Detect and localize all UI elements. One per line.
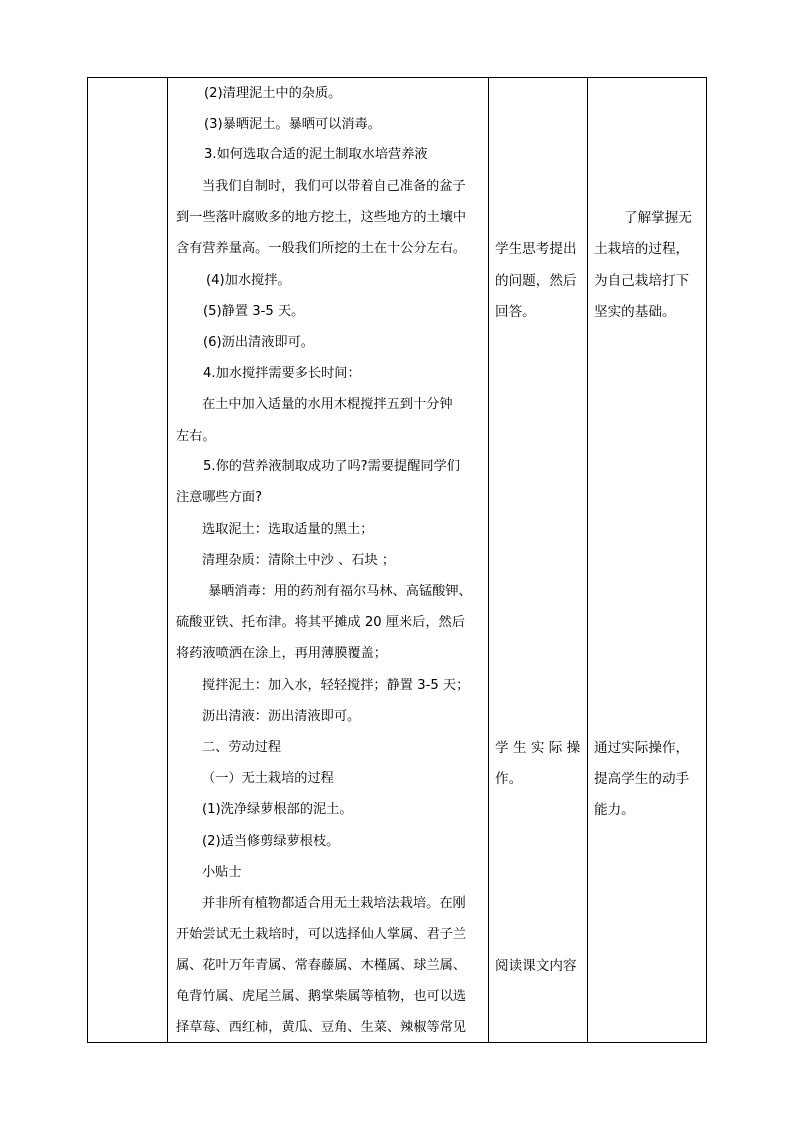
content-line: 并非所有植物都适合用无土栽培法栽培。在刚 <box>202 896 466 911</box>
intent-line: 能力。 <box>594 802 635 818</box>
content-line: 到一些落叶腐败多的地方挖土，这些地方的土壤中 <box>176 210 467 225</box>
empty-first-column <box>88 78 167 1042</box>
activity-line: 学生思考提出 <box>495 241 577 257</box>
content-line: (1)洗净绿萝根部的泥土。 <box>202 802 353 817</box>
intent-line: 通过实际操作， <box>594 740 690 756</box>
content-line: 开始尝试无土栽培时，可以选择仙人掌属、君子兰 <box>176 927 467 942</box>
content-line: 搅拌泥土：加入水，轻轻搅拌；静置 3-5 天； <box>202 678 470 693</box>
content-line: (6)沥出清液即可。 <box>203 335 314 350</box>
content-line: 将药液喷洒在涂上，再用薄膜覆盖； <box>176 646 387 661</box>
teaching-content-column <box>168 78 488 1042</box>
content-line: 在土中加入适量的水用木棍搅拌五到十分钟 <box>202 397 453 412</box>
content-line: 选取泥土：选取适量的黑土； <box>202 522 374 537</box>
section-heading: 二、劳动过程 <box>202 740 282 755</box>
activity-line: 作。 <box>495 771 523 787</box>
activity-line: 的问题，然后 <box>495 273 577 289</box>
content-line: 龟背竹属、虎尾兰属、鹅掌柴属等植物，也可以选 <box>176 989 467 1004</box>
activity-line: 学 生 实 际 操 <box>495 740 581 756</box>
content-line: 当我们自制时，我们可以带着自己准备的盆子 <box>202 179 466 194</box>
lesson-table <box>87 77 707 1043</box>
subsection-heading: （一）无土栽培的过程 <box>202 771 334 786</box>
content-line: 择草莓、西红柿，黄瓜、豆角、生菜、辣椒等常见 <box>176 1020 467 1035</box>
content-line: (5)静置 3-5 天。 <box>203 304 305 319</box>
tip-heading: 小贴士 <box>202 865 242 880</box>
content-line: 硫酸亚铁、托布津。将其平摊成 20 厘米后，然后 <box>176 615 465 630</box>
student-activity-column <box>489 78 587 1042</box>
content-line: (2)适当修剪绿萝根枝。 <box>202 834 340 849</box>
content-line: 属、花叶万年青属、常春藤属、木槿属、球兰属、 <box>176 958 467 973</box>
content-line: 3.如何选取合适的泥土制取水培营养液 <box>204 147 428 162</box>
content-line: 左右。 <box>176 429 216 444</box>
intent-line: 提高学生的动手 <box>594 771 690 787</box>
activity-line: 阅读课文内容 <box>495 958 577 974</box>
design-intent-column <box>588 78 706 1042</box>
content-line: (4)加水搅拌。 <box>206 273 291 288</box>
content-line: 暴晒消毒：用的药剂有福尔马林、高锰酸钾、 <box>208 584 472 599</box>
content-line: 5.你的营养液制取成功了吗?需要提醒同学们 <box>203 459 460 474</box>
intent-line: 为自己栽培打下 <box>594 273 690 289</box>
content-line: 4.加水搅拌需要多长时间： <box>203 366 361 381</box>
intent-line: 了解掌握无 <box>624 210 692 226</box>
content-line: 注意哪些方面? <box>176 490 263 505</box>
activity-line: 回答。 <box>495 304 536 320</box>
intent-line: 坚实的基础。 <box>594 304 676 320</box>
content-line: 含有营养量高。一般我们所挖的土在十公分左右。 <box>176 241 467 256</box>
content-line: (2)清理泥土中的杂质。 <box>204 86 342 101</box>
content-line: 清理杂质：清除土中沙 、石块 ； <box>202 553 396 568</box>
intent-line: 土栽培的过程， <box>594 241 690 257</box>
content-line: 沥出清液：沥出清液即可。 <box>202 709 361 724</box>
content-line: (3)暴晒泥土。暴晒可以消毒。 <box>204 117 381 132</box>
